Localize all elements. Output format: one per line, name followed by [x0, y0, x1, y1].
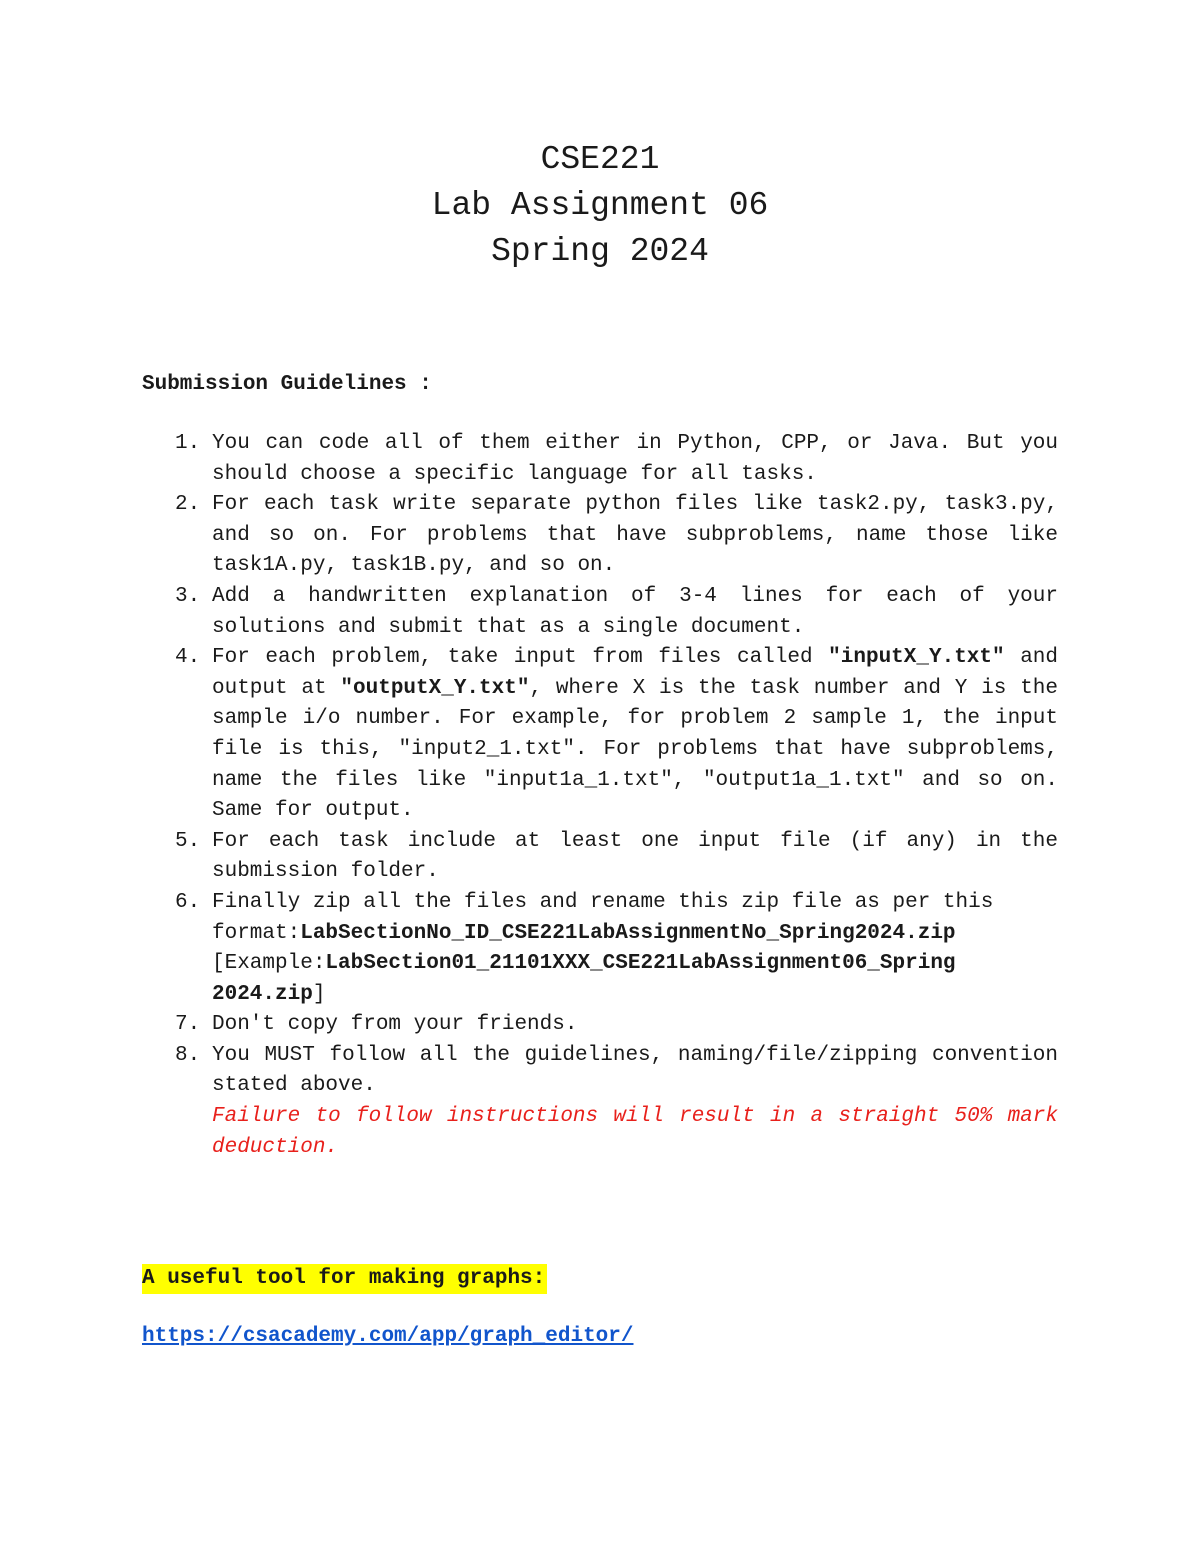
example-open: [Example: [212, 952, 326, 976]
item-number: 2. [175, 493, 201, 517]
guideline-item-5 [142, 827, 1058, 888]
assignment-name: Lab Assignment 06 [431, 187, 769, 224]
example-close: ] [312, 982, 326, 1006]
item-text: You MUST follow all the guidelines, naming/file/zipping convention stated above. [212, 1043, 1058, 1098]
item-number: 7. [175, 1013, 201, 1037]
guideline-item-1 [142, 429, 1058, 490]
item-text: Don't copy from your friends. [212, 1013, 578, 1037]
penalty-warning: Failure to follow instructions will result in a straight 50% mark deduction. [212, 1105, 1058, 1159]
guidelines-list [142, 429, 1058, 1163]
guideline-item-6 [142, 888, 1058, 1010]
item-text-post: , where X is the task number and Y is the sample i/o number. For example, for problem 2 sample 1, the input file is this, "input2_1.txt". For problems that have subproblems, name the files like "input1a_1.txt", "output1a_1.txt" and so on. Same for output. [212, 676, 1058, 823]
example-value-part2: 2024.zip [212, 982, 313, 1006]
item-text: Finally zip all the files and rename this zip file as per this [212, 890, 994, 914]
item-text: You can code all of them either in Python, CPP, or Java. But you should choose a specific language for all tasks. [212, 432, 1058, 486]
item-number: 1. [175, 432, 201, 455]
guideline-item-8 [142, 1041, 1058, 1163]
example-value-part1: LabSection01_21101XXX_CSE221LabAssignment06_Spring [325, 952, 956, 976]
item-number: 4. [175, 646, 201, 670]
item-number: 6. [175, 890, 201, 914]
item-number: 3. [175, 584, 201, 608]
item-text-pre: For each problem, take input from files called [212, 646, 829, 670]
guideline-item-3 [142, 582, 1058, 643]
item-number: 5. [175, 829, 201, 853]
guideline-item-7 [142, 1010, 1058, 1041]
guidelines-heading: Submission Guidelines : [142, 373, 432, 396]
guideline-item-4 [142, 643, 1058, 827]
item-text-mid: and output at [212, 646, 1059, 700]
format-value: LabSectionNo_ID_CSE221LabAssignmentNo_Spring2024.zip [300, 921, 956, 945]
term: Spring 2024 [491, 233, 709, 270]
output-filename: "outputX_Y.txt" [340, 676, 530, 700]
item-text: Add a handwritten explanation of 3-4 lines for each of your solutions and submit that as a single document. [212, 584, 1058, 639]
input-filename: "inputX_Y.txt" [828, 646, 1005, 670]
document-title [0, 137, 1200, 275]
item-number: 8. [175, 1043, 201, 1067]
graph-editor-link[interactable]: https://csacademy.com/app/graph_editor/ [142, 1325, 634, 1348]
guideline-item-2 [142, 490, 1058, 582]
item-text: For each task include at least one input file (if any) in the submission folder. [212, 829, 1058, 884]
item-text: For each task write separate python files like task2.py, task3.py, and so on. For problems that have subproblems, name those like task1A.py, task1B.py, and so on. [212, 493, 1058, 578]
course-code: CSE221 [540, 141, 660, 178]
format-label: format: [212, 921, 301, 945]
tool-heading: A useful tool for making graphs: [142, 1264, 547, 1294]
